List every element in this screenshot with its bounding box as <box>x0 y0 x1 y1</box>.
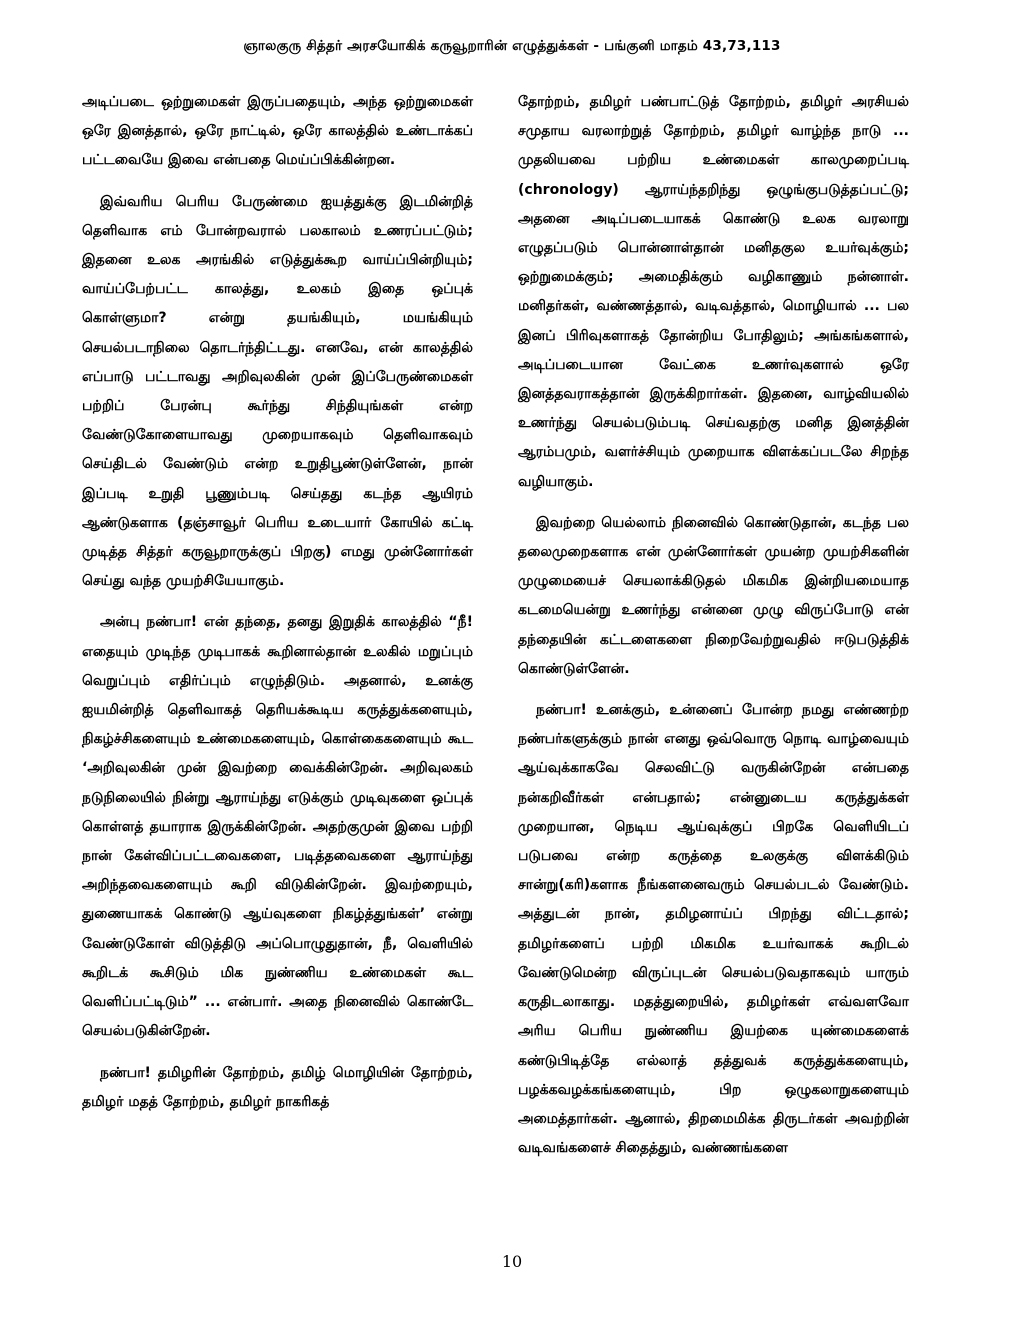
paragraph: அன்பு நண்பா! என் தந்தை, தனது இறுதிக் காலத்தில் “நீ! எதையும் முடிந்த முடிபாகக் கூறினால்தான் உலகில் மறுப்பும் வெறுப்பும் எதிர்ப்பும் எழுந்திடும். அதனால், உனக்கு ஐயமின்றித் தெளிவாகத் தெரியக்கூடிய கருத்துக்களையும், நிகழ்ச்சிகளையும் உண்மைகளையும், கொள்கைகளையும் கூட ‘அறிவுலகின் முன் இவற்றை வைக்கின்றேன். அறிவுலகம் நடுநிலையில் நின்று ஆராய்ந்து எடுக்கும் முடிவுகளை ஒப்புக் கொள்ளத் தயாராக இருக்கின்றேன். அதற்குமுன் இவை பற்றி நான் கேள்விப்பட்டவைகளை, படித்தவைகளை ஆராய்ந்து அறிந்தவைகளையும் கூறி விடுகின்றேன். இவற்றையும், துணையாகக் கொண்டு ஆய்வுகளை நிகழ்த்துங்கள்’ என்று வேண்டுகோள் விடுத்திடு அப்பொழுதுதான், நீ, வெளியில் கூறிடக் கூசிடும் மிக நுண்ணிய உண்மைகள் கூட வெளிப்பட்டிடும்” ... என்பார். அதை நினைவில் கொண்டே செயல்படுகின்றேன். <box>82 614 473 1040</box>
paragraph: இவற்றை யெல்லாம் நினைவில் கொண்டுதான், கடந்த பல தலைமுறைகளாக என் முன்னோர்கள் முயன்ற முயற்சிகளின் முழுமையைச் செயலாக்கிடுதல் மிகமிக இன்றியமையாத கடமையென்று உணர்ந்து என்னை முழு விருப்போடு என் தந்தையின் கட்டளைகளை நிறைவேற்றுவதில் ஈடுபடுத்திக் கொண்டுள்ளேன். <box>518 514 909 677</box>
paragraph: நண்பா! தமிழரின் தோற்றம், தமிழ் மொழியின் தோற்றம், தமிழர் மதத் தோற்றம், தமிழர் நாகரிகத் <box>82 1064 473 1110</box>
paragraph: நண்பா! உனக்கும், உன்னைப் போன்ற நமது எண்ணற்ற நண்பர்களுக்கும் நான் எனது ஒவ்வொரு நொடி வாழ்வையும் ஆய்வுக்காகவே செலவிட்டு வருகின்றேன் என்பதை நன்கறிவீர்கள் என்பதால்; என்னுடைய கருத்துக்கள் முறையான, நெடிய ஆய்வுக்குப் பிறகே வெளியிடப் படுபவை என்ற கருத்தை உலகுக்கு விளக்கிடும் சான்று(கரி)களாக நீங்களனைவரும் செயல்படல் வேண்டும். அத்துடன் நான், தமிழனாய்ப் பிறந்து விட்டதால்; தமிழர்களைப் பற்றி மிகமிக உயர்வாகக் கூறிடல் வேண்டுமென்ற விருப்புடன் செயல்படுவதாகவும் யாரும் கருதிடலாகாது. மதத்துறையில், தமிழர்கள் எவ்வளவோ அரிய பெரிய நுண்ணிய இயற்கை யுண்மைகளைக் கண்டுபிடித்தே எல்லாத் தத்துவக் கருத்துக்களையும், பழக்கவழக்கங்களையும், பிற ஒழுகலாறுகளையும் அமைத்தார்கள். ஆனால், திறமைமிக்க திருடர்கள் அவற்றின் வடிவங்களைச் சிதைத்தும், வண்ணங்களை <box>518 702 909 1157</box>
right-column <box>518 88 909 1175</box>
paragraph: இவ்வரிய பெரிய பேருண்மை ஐயத்துக்கு இடமின்றித் தெளிவாக எம் போன்றவரால் பலகாலம் உணரப்பட்டும்; இதனை உலக அரங்கில் எடுத்துக்கூற வாய்ப்பின்றியும்; வாய்ப்பேற்பட்ட காலத்து, உலகம் இதை ஒப்புக் கொள்ளுமா? என்று தயங்கியும், மயங்கியும் செயல்படாநிலை தொடர்ந்திட்டது. எனவே, என் காலத்தில் எப்பாடு பட்டாவது அறிவுலகின் முன் இப்பேருண்மைகள் பற்றிப் பேரன்பு கூர்ந்து சிந்தியுங்கள் என்ற வேண்டுகோளையாவது முறையாகவும் தெளிவாகவும் செய்திடல் வேண்டும் என்ற உறுதிபூண்டுள்ளேன், நான் இப்படி உறுதி பூணும்படி செய்தது கடந்த ஆயிரம் ஆண்டுகளாக (தஞ்சாவூர் பெரிய உடையார் கோயில் கட்டி முடித்த சித்தர் கருவூறாருக்குப் பிறகு) எமது முன்னோர்கள் செய்து வந்த முயற்சியேயாகும். <box>82 193 473 590</box>
paragraph: அடிப்படை ஒற்றுமைகள் இருப்பதையும், அந்த ஒற்றுமைகள் ஒரே இனத்தால், ஒரே நாட்டில், ஒரே காலத்தில் உண்டாக்கப் பட்டவையே இவை என்பதை மெய்ப்பிக்கின்றன. <box>82 94 473 169</box>
paragraph: தோற்றம், தமிழர் பண்பாட்டுத் தோற்றம், தமிழர் அரசியல் சமுதாய வரலாற்றுத் தோற்றம், தமிழர் வாழ்ந்த நாடு ... முதலியவை பற்றிய உண்மைகள் காலமுறைப்படி (chronology) ஆராய்ந்தறிந்து ஒழுங்குபடுத்தப்பட்டு; அதனை அடிப்படையாகக் கொண்டு உலக வரலாறு எழுதப்படும் பொன்னாள்தான் மனிதகுல உயர்வுக்கும்; ஒற்றுமைக்கும்; அமைதிக்கும் வழிகாணும் நன்னாள். மனிதர்கள், வண்ணத்தால், வடிவத்தால், மொழியால் ... பல இனப் பிரிவுகளாகத் தோன்றிய போதிலும்; அங்கங்களால், அடிப்படையான வேட்கை உணர்வுகளால் ஒரே இனத்தவராகத்தான் இருக்கிறார்கள். இதனை, வாழ்வியலில் உணர்ந்து செயல்படும்படி செய்வதற்கு மனித இனத்தின் ஆரம்பமும், வளர்ச்சியும் முறையாக விளக்கப்படலே சிறந்த வழியாகும். <box>518 94 909 490</box>
left-column <box>82 88 473 1129</box>
running-header: ஞாலகுரு சித்தர் அரசயோகிக் கருவூறாரின் எழுத்துக்கள் - பங்குனி மாதம் 43,73,113 <box>243 38 781 54</box>
page-number: 10 <box>501 1252 523 1271</box>
